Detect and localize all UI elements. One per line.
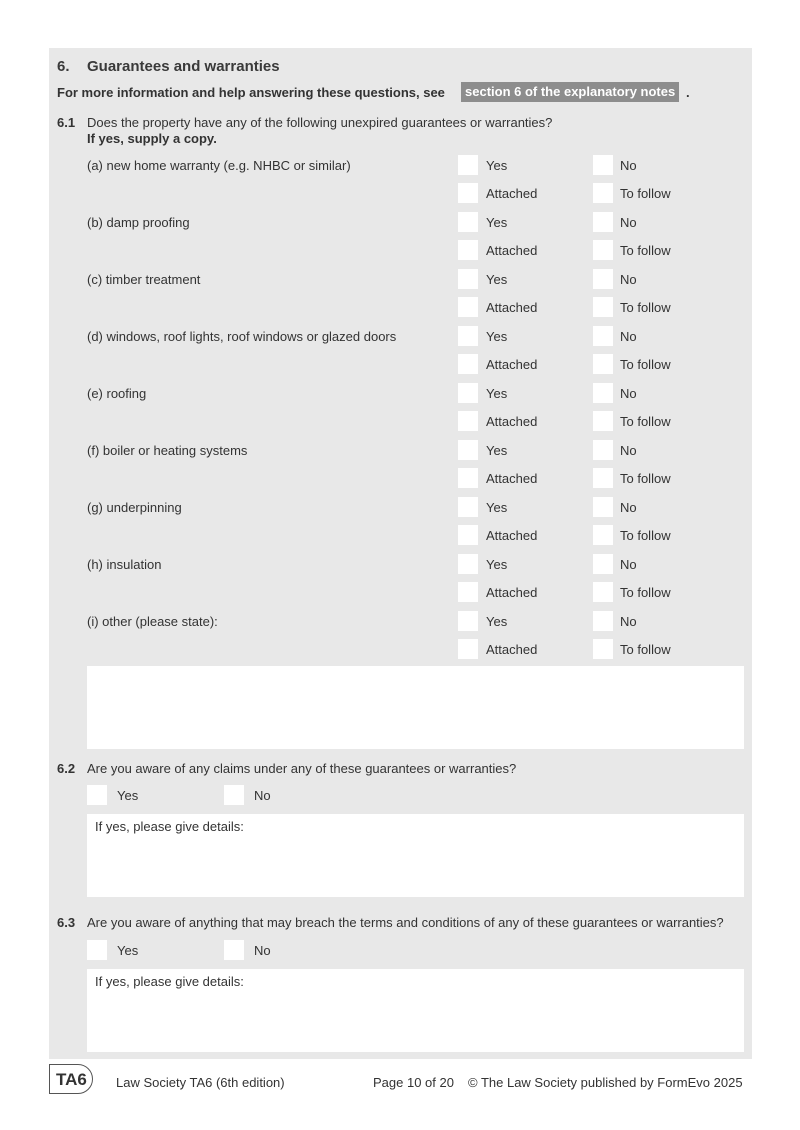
intro-end: . (686, 85, 690, 100)
yes-label: Yes (486, 386, 508, 401)
no-checkbox[interactable] (593, 611, 613, 631)
claims-yes-label: Yes (117, 788, 139, 803)
yes-label: Yes (486, 329, 508, 344)
yes-checkbox[interactable] (458, 383, 478, 403)
attached-checkbox[interactable] (458, 525, 478, 545)
yes-label: Yes (486, 158, 508, 173)
section-intro: For more information and help answering these questions, see (57, 85, 445, 100)
to-follow-checkbox[interactable] (593, 468, 613, 488)
yes-checkbox[interactable] (458, 326, 478, 346)
yes-checkbox[interactable] (458, 212, 478, 232)
yes-checkbox[interactable] (458, 269, 478, 289)
footer-page-number: Page 10 of 20 (373, 1075, 454, 1090)
footer-copyright: © The Law Society published by FormEvo 2025 (468, 1075, 743, 1090)
question-text-6-1: Does the property have any of the following unexpired guarantees or warranties? (87, 115, 553, 130)
to-follow-checkbox[interactable] (593, 240, 613, 260)
warranty-item-label: (b) damp proofing (87, 215, 190, 230)
no-checkbox[interactable] (593, 269, 613, 289)
yes-label: Yes (486, 215, 508, 230)
no-checkbox[interactable] (593, 212, 613, 232)
no-label: No (620, 272, 637, 287)
claims-yes-checkbox[interactable] (87, 785, 107, 805)
breach-no-label: No (254, 943, 271, 958)
section-number: 6. (57, 58, 70, 75)
attached-label: Attached (486, 243, 538, 258)
warranty-item-label: (d) windows, roof lights, roof windows or glazed doors (87, 329, 397, 344)
attached-label: Attached (486, 357, 538, 372)
to-follow-label: To follow (620, 186, 671, 201)
to-follow-label: To follow (620, 528, 671, 543)
to-follow-label: To follow (620, 243, 671, 258)
warranty-item-label: (c) timber treatment (87, 272, 201, 287)
no-label: No (620, 500, 637, 515)
explanatory-notes-link[interactable]: section 6 of the explanatory notes (461, 82, 679, 102)
no-checkbox[interactable] (593, 554, 613, 574)
breach-details-label: If yes, please give details: (95, 974, 244, 989)
attached-checkbox[interactable] (458, 354, 478, 374)
no-label: No (620, 158, 637, 173)
no-checkbox[interactable] (593, 326, 613, 346)
question-number-6-3: 6.3 (57, 915, 76, 930)
claims-no-checkbox[interactable] (224, 785, 244, 805)
section-title: Guarantees and warranties (87, 58, 280, 75)
warranty-item-label: (f) boiler or heating systems (87, 443, 248, 458)
no-label: No (620, 386, 637, 401)
yes-checkbox[interactable] (458, 155, 478, 175)
yes-label: Yes (486, 557, 508, 572)
no-label: No (620, 215, 637, 230)
yes-label: Yes (486, 500, 508, 515)
to-follow-label: To follow (620, 585, 671, 600)
to-follow-checkbox[interactable] (593, 582, 613, 602)
ta6-logo: TA6 (49, 1064, 93, 1094)
attached-checkbox[interactable] (458, 639, 478, 659)
to-follow-label: To follow (620, 414, 671, 429)
to-follow-checkbox[interactable] (593, 411, 613, 431)
attached-label: Attached (486, 471, 538, 486)
attached-label: Attached (486, 528, 538, 543)
yes-checkbox[interactable] (458, 611, 478, 631)
question-text-6-2: Are you aware of any claims under any of these guarantees or warranties? (87, 761, 517, 776)
other-details-box[interactable] (87, 666, 744, 749)
warranty-item-label: (a) new home warranty (e.g. NHBC or similar) (87, 158, 351, 173)
claims-details-label: If yes, please give details: (95, 819, 244, 834)
no-checkbox[interactable] (593, 383, 613, 403)
attached-label: Attached (486, 585, 538, 600)
breach-no-checkbox[interactable] (224, 940, 244, 960)
yes-checkbox[interactable] (458, 440, 478, 460)
attached-checkbox[interactable] (458, 411, 478, 431)
warranty-item-label: (h) insulation (87, 557, 162, 572)
question-text-6-3: Are you aware of anything that may breach the terms and conditions of any of these guarantees or warranties? (87, 915, 724, 930)
warranty-item-label: (e) roofing (87, 386, 147, 401)
to-follow-checkbox[interactable] (593, 525, 613, 545)
attached-checkbox[interactable] (458, 468, 478, 488)
no-label: No (620, 557, 637, 572)
to-follow-label: To follow (620, 300, 671, 315)
attached-label: Attached (486, 186, 538, 201)
attached-checkbox[interactable] (458, 240, 478, 260)
claims-no-label: No (254, 788, 271, 803)
breach-yes-label: Yes (117, 943, 139, 958)
question-number-6-1: 6.1 (57, 115, 76, 130)
no-checkbox[interactable] (593, 155, 613, 175)
to-follow-checkbox[interactable] (593, 639, 613, 659)
to-follow-checkbox[interactable] (593, 297, 613, 317)
to-follow-checkbox[interactable] (593, 183, 613, 203)
attached-label: Attached (486, 300, 538, 315)
breach-yes-checkbox[interactable] (87, 940, 107, 960)
to-follow-label: To follow (620, 357, 671, 372)
attached-checkbox[interactable] (458, 183, 478, 203)
no-checkbox[interactable] (593, 497, 613, 517)
no-label: No (620, 443, 637, 458)
yes-label: Yes (486, 272, 508, 287)
no-label: No (620, 614, 637, 629)
attached-checkbox[interactable] (458, 582, 478, 602)
to-follow-label: To follow (620, 642, 671, 657)
yes-checkbox[interactable] (458, 497, 478, 517)
attached-label: Attached (486, 414, 538, 429)
to-follow-checkbox[interactable] (593, 354, 613, 374)
to-follow-label: To follow (620, 471, 671, 486)
question-instruction-6-1: If yes, supply a copy. (87, 131, 217, 146)
attached-checkbox[interactable] (458, 297, 478, 317)
yes-label: Yes (486, 443, 508, 458)
no-checkbox[interactable] (593, 440, 613, 460)
warranty-item-label: (i) other (please state): (87, 614, 218, 629)
yes-checkbox[interactable] (458, 554, 478, 574)
warranty-item-label: (g) underpinning (87, 500, 182, 515)
footer-edition: Law Society TA6 (6th edition) (116, 1075, 285, 1090)
no-label: No (620, 329, 637, 344)
yes-label: Yes (486, 614, 508, 629)
question-number-6-2: 6.2 (57, 761, 76, 776)
attached-label: Attached (486, 642, 538, 657)
